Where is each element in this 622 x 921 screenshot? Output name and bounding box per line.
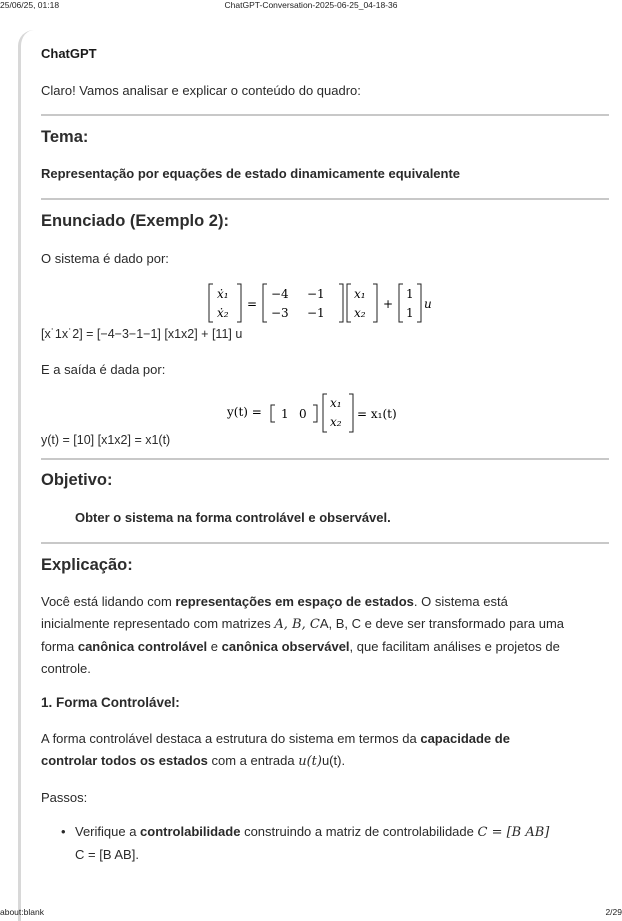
plus: +	[383, 297, 394, 311]
a12: −1	[307, 287, 325, 301]
bold-term: controlabilidade	[140, 824, 241, 839]
bold-term: canônica observável	[221, 639, 350, 654]
speaker-name: ChatGPT	[41, 46, 97, 61]
y-rhs: = x₁(t)	[357, 407, 397, 421]
xdot1: ẋ₁	[217, 287, 229, 301]
passos-label: Passos:	[41, 790, 88, 805]
x1: x₁	[354, 287, 366, 301]
a22: −1	[307, 306, 325, 320]
divider	[41, 198, 609, 200]
b2: 1	[406, 306, 414, 320]
bold-term: capacidade de	[420, 731, 510, 746]
a21: −3	[271, 306, 289, 320]
explicacao-heading: Explicação:	[41, 556, 133, 574]
divider	[41, 458, 609, 460]
a11: −4	[271, 287, 289, 301]
intro-text: Claro! Vamos analisar e explicar o conteúdo do quadro:	[41, 83, 361, 98]
output-equation-plain: y(t) = [10] [x1x2] = x1(t)	[41, 433, 171, 447]
print-title: ChatGPT-Conversation-2025-06-25_04-18-36	[224, 0, 398, 10]
b1: 1	[406, 287, 414, 301]
math-inline: C = [B AB]	[477, 825, 550, 840]
print-page-number: 2/29	[605, 907, 622, 917]
chat-message-card	[18, 30, 622, 921]
equals: =	[247, 297, 258, 311]
sistema-text: O sistema é dado por:	[41, 251, 169, 266]
c2: 0	[299, 407, 307, 421]
y-x2: x₂	[330, 415, 342, 429]
c1: 1	[281, 407, 289, 421]
objetivo-text: Obter o sistema na forma controlável e observável.	[75, 510, 391, 525]
forma-heading: 1. Forma Controlável:	[41, 695, 180, 710]
divider	[41, 542, 609, 544]
state-equation-plain: [x˙1x˙2] = [−4−3−1−1] [x1x2] + [11] u	[41, 327, 243, 341]
state-equation	[207, 280, 447, 326]
objetivo-heading: Objetivo:	[41, 471, 113, 489]
tema-text: Representação por equações de estado dinamicamente equivalente	[41, 166, 461, 181]
tema-heading: Tema:	[41, 128, 89, 146]
bold-term: representações em espaço de estados	[175, 594, 414, 609]
divider	[41, 114, 609, 116]
bold-term: canônica controlável	[77, 639, 208, 654]
u: u	[424, 297, 432, 311]
print-url: about:blank	[0, 907, 44, 917]
y-x1: x₁	[330, 396, 342, 410]
math-inline: A, B, C	[274, 617, 320, 632]
list-item: • Verifique a controlabilidade construindo a matriz de controlabilidade C = [B AB] C = [B AB].	[75, 821, 595, 866]
output-equation	[225, 392, 425, 434]
y-lhs: y(t) =	[227, 405, 262, 419]
saida-text: E a saída é dada por:	[41, 362, 166, 377]
print-date: 25/06/25, 01:18	[0, 0, 60, 10]
xdot2: ẋ₂	[217, 306, 229, 320]
x2: x₂	[354, 306, 366, 320]
enunciado-heading: Enunciado (Exemplo 2):	[41, 212, 229, 230]
math-inline: u(t)	[298, 754, 322, 769]
bold-term: controlar todos os estados	[41, 753, 208, 768]
print-footer	[0, 907, 622, 919]
explicacao-paragraph: Você está lidando com representações em espaço de estados. O sistema está inicialmente representado com matrizes A, B, CA, B, C e deve ser transformado para uma forma canônica controlável e canônica observável, que facilitam análises e projetos de controle.	[41, 594, 565, 676]
print-header	[0, 0, 622, 12]
forma-paragraph: A forma controlável destaca a estrutura do sistema em termos da capacidade de controlar todos os estados com a entrada u(t)u(t).	[41, 731, 510, 769]
